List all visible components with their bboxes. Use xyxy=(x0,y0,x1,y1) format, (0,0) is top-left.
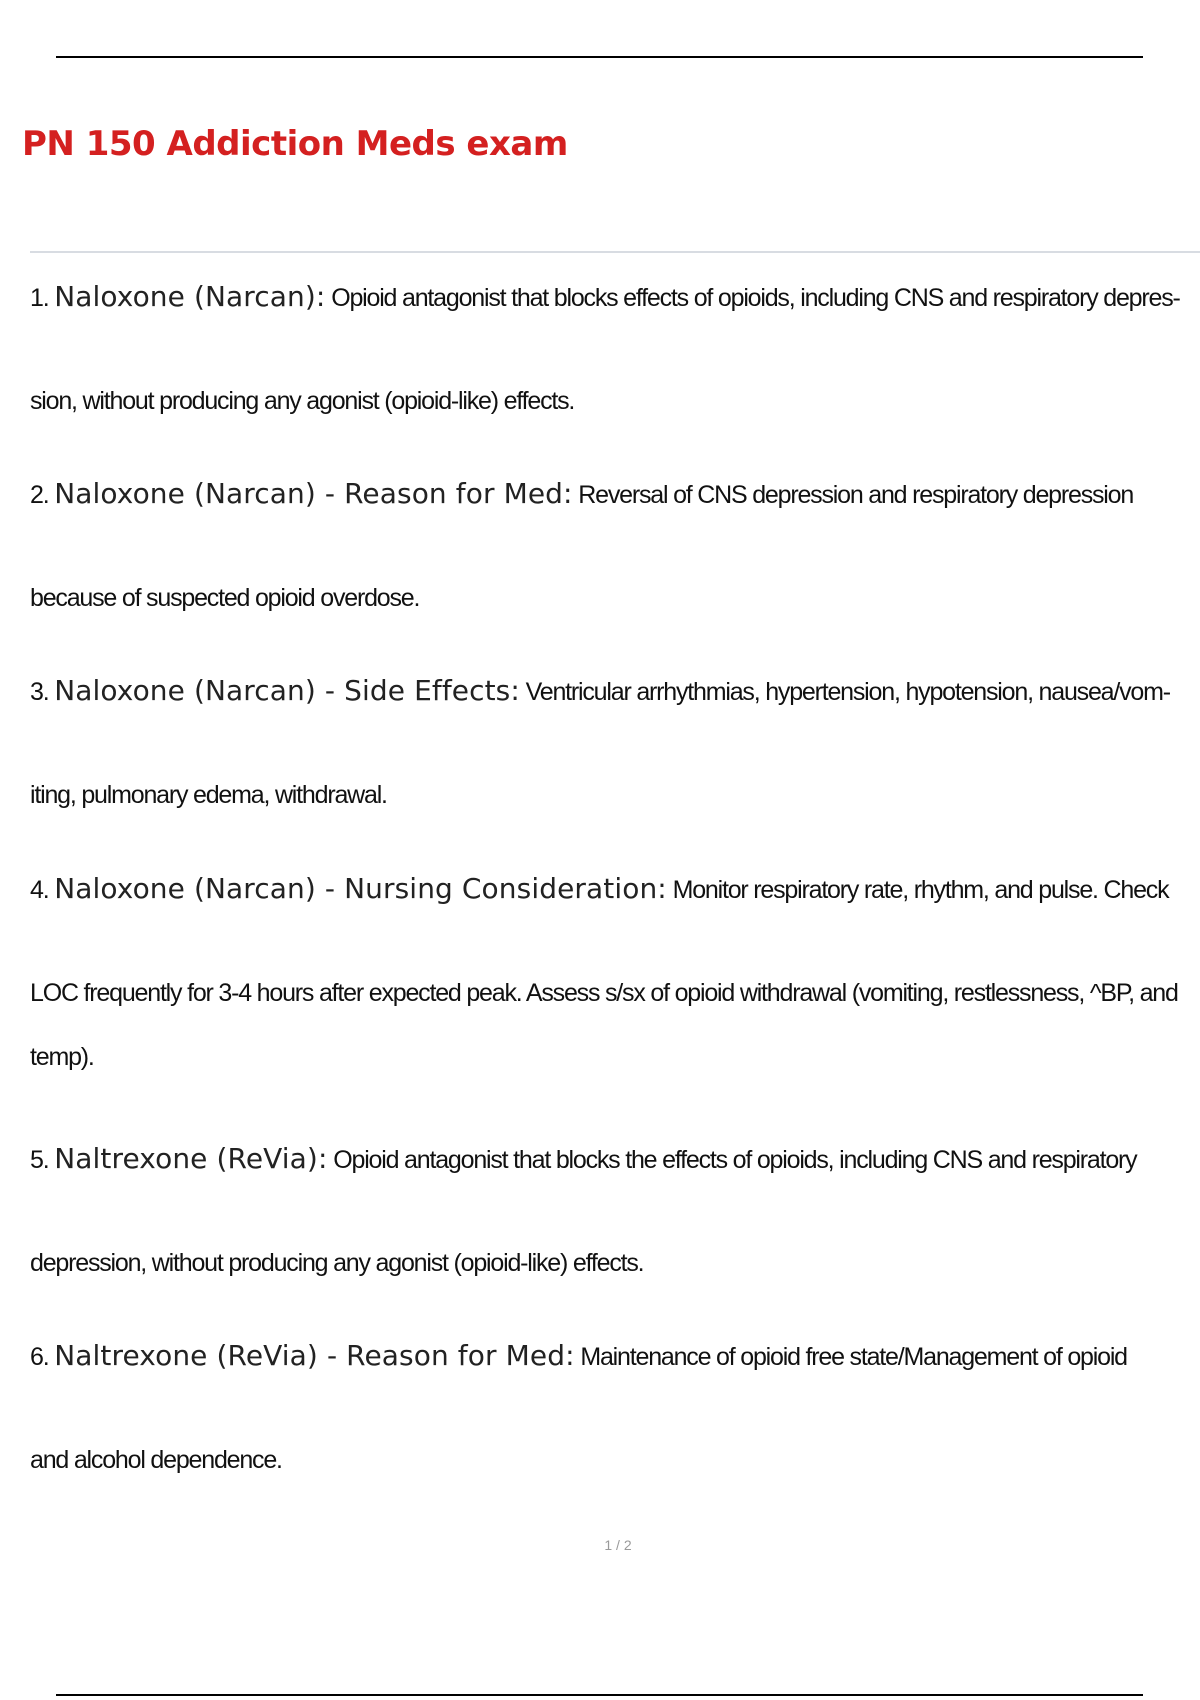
item-line-2: iting, pulmonary edema, withdrawal. xyxy=(30,781,387,809)
item-line-1 xyxy=(30,280,1180,313)
item-number: 3. xyxy=(30,678,55,706)
item-number: 1. xyxy=(30,284,55,312)
item-line-2: depression, without producing any agonist (opioid-like) effects. xyxy=(30,1249,644,1277)
item-number: 4. xyxy=(30,876,55,904)
item-text: Reversal of CNS depression and respiratory depression xyxy=(572,481,1134,509)
item-line-2: sion, without producing any agonist (opioid-like) effects. xyxy=(30,387,575,415)
item-term: Naloxone (Narcan): xyxy=(54,280,326,313)
page-title: PN 150 Addiction Meds exam xyxy=(22,124,568,164)
item-line-2: because of suspected opioid overdose. xyxy=(30,584,420,612)
item-line-1 xyxy=(30,477,1134,510)
item-line-1 xyxy=(30,872,1169,905)
item-line-2: and alcohol dependence. xyxy=(30,1446,282,1474)
item-line-2: LOC frequently for 3-4 hours after expected peak. Assess s/sx of opioid withdrawal (vomiting, restlessness, ^BP, and xyxy=(30,979,1178,1007)
page-number: 1 / 2 xyxy=(604,1537,632,1553)
item-term: Naloxone (Narcan) - Side Effects: xyxy=(54,674,520,707)
title-divider xyxy=(30,251,1200,253)
item-number: 5. xyxy=(30,1146,55,1174)
item-line-1 xyxy=(30,1142,1137,1175)
item-text: Monitor respiratory rate, rhythm, and pulse. Check xyxy=(666,876,1169,904)
item-term: Naloxone (Narcan) - Reason for Med: xyxy=(54,477,573,510)
item-text: Maintenance of opioid free state/Management of opioid xyxy=(574,1343,1127,1371)
item-term: Naltrexone (ReVia) - Reason for Med: xyxy=(54,1339,575,1372)
item-number: 2. xyxy=(30,481,55,509)
item-term: Naloxone (Narcan) - Nursing Consideration: xyxy=(54,872,667,905)
item-text: Ventricular arrhythmias, hypertension, hypotension, nausea/vom- xyxy=(519,678,1170,706)
item-line-1 xyxy=(30,1339,1127,1372)
item-line-1 xyxy=(30,674,1170,707)
item-text: Opioid antagonist that blocks effects of opioids, including CNS and respiratory depres- xyxy=(325,284,1180,312)
item-term: Naltrexone (ReVia): xyxy=(54,1142,328,1175)
item-line-3: temp). xyxy=(30,1043,94,1071)
top-rule xyxy=(56,56,1143,58)
item-number: 6. xyxy=(30,1343,55,1371)
bottom-rule xyxy=(56,1694,1143,1696)
item-text: Opioid antagonist that blocks the effects of opioids, including CNS and respiratory xyxy=(327,1146,1137,1174)
